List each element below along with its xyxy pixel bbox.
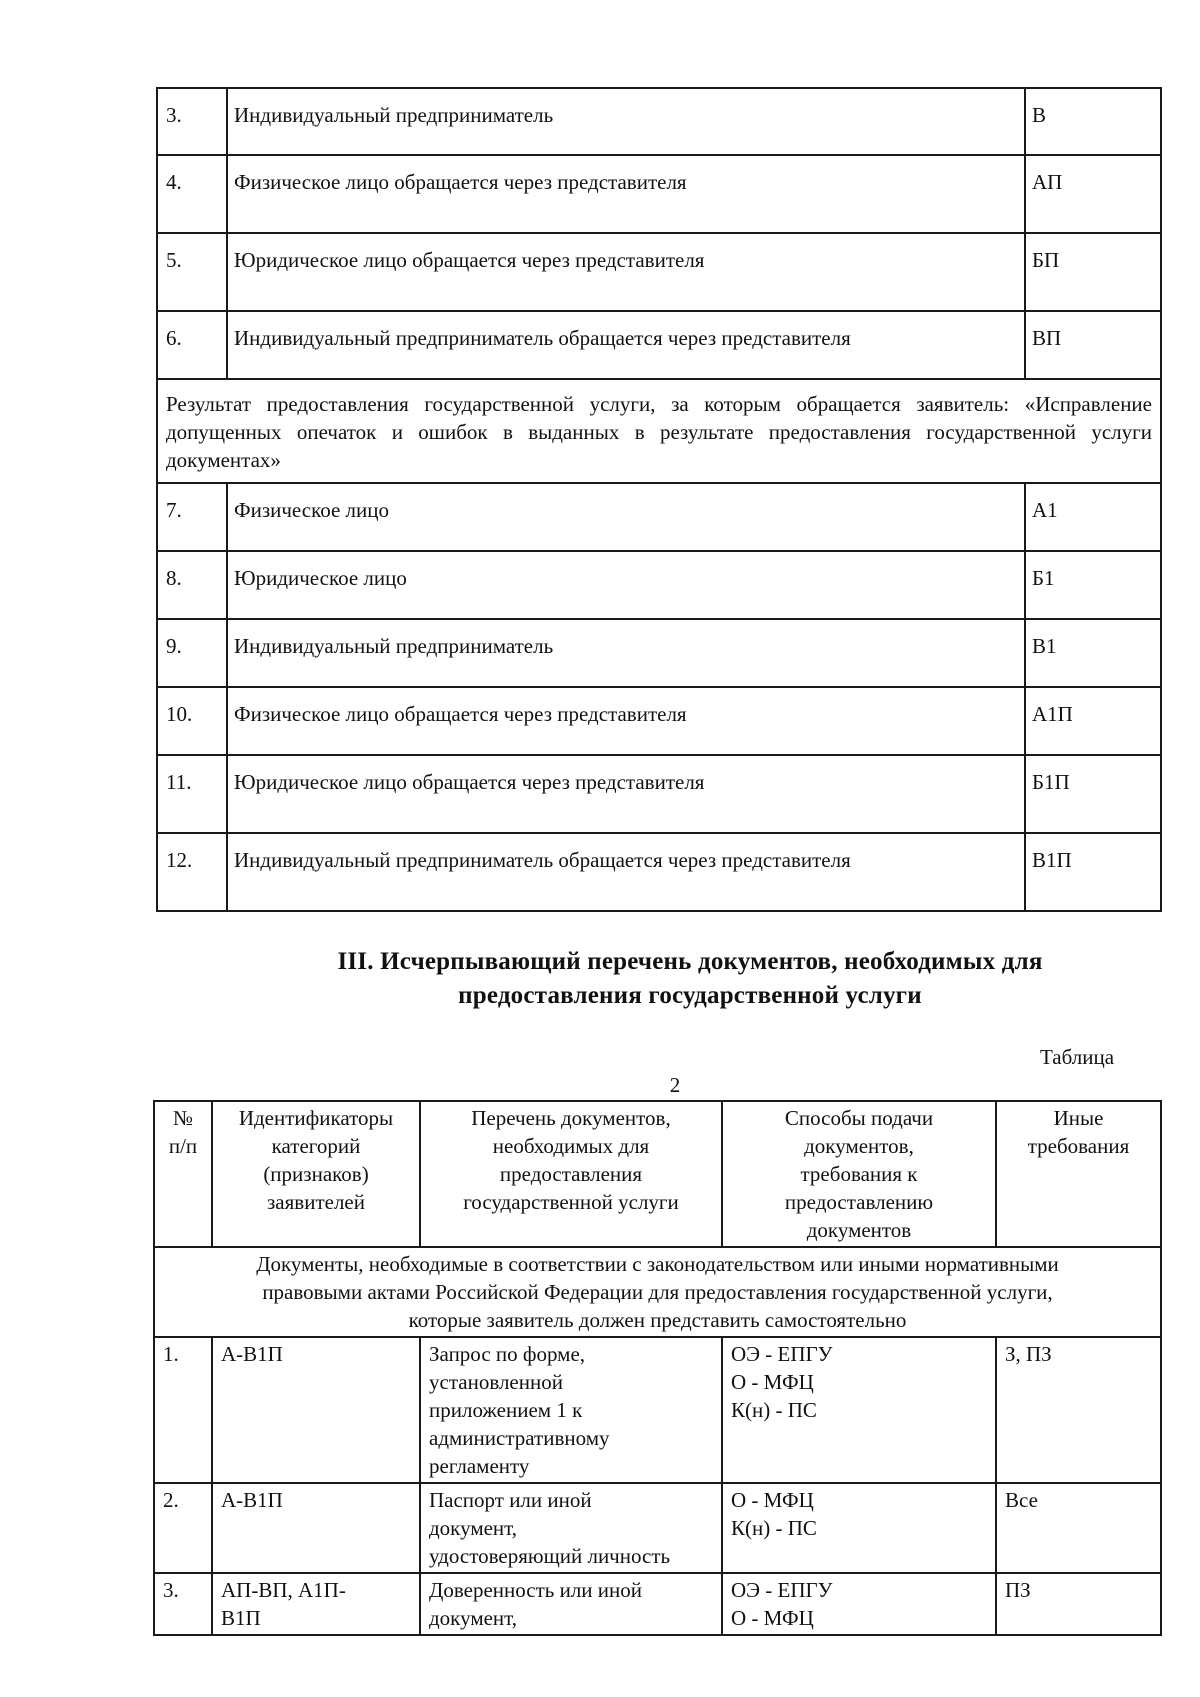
col-header-methods: Способы подачи документов, требования к предоставлению документов — [722, 1101, 996, 1247]
row-number: 8. — [157, 551, 227, 619]
row-description: Индивидуальный предприниматель — [227, 88, 1025, 155]
row-category: Б1 — [1025, 551, 1161, 619]
col-header-number: № п/п — [154, 1101, 212, 1247]
col-header-documents: Перечень документов, необходимых для предоставления государственной услуги — [420, 1101, 722, 1247]
row-number: 7. — [157, 483, 227, 551]
table-row — [157, 155, 1161, 233]
row-other: Все — [996, 1483, 1161, 1573]
row-categories: А-В1П — [212, 1337, 420, 1483]
row-description: Юридическое лицо — [227, 551, 1025, 619]
documents-table — [153, 1100, 1162, 1636]
table-row — [157, 619, 1161, 687]
row-category: АП — [1025, 155, 1161, 233]
table-row — [157, 233, 1161, 311]
row-category: Б1П — [1025, 755, 1161, 833]
table-row — [157, 311, 1161, 379]
row-category: БП — [1025, 233, 1161, 311]
heading-line: предоставления государственной услуги — [458, 982, 922, 1009]
row-number: 6. — [157, 311, 227, 379]
row-other: ПЗ — [996, 1573, 1161, 1635]
row-number: 9. — [157, 619, 227, 687]
row-description: Юридическое лицо обращается через представителя — [227, 755, 1025, 833]
table-row — [154, 1337, 1161, 1483]
section-row — [154, 1247, 1161, 1337]
row-description: Физическое лицо обращается через представителя — [227, 687, 1025, 755]
documents-section-text: Документы, необходимые в соответствии с законодательством или иными нормативными правовыми актами Российской Федерации для предоставления государственной услуги, которые заявитель должен представить самостоятельно — [154, 1247, 1161, 1337]
table-caption: Таблица — [1040, 1045, 1115, 1069]
row-category: В1П — [1025, 833, 1161, 911]
row-description: Индивидуальный предприниматель обращается через представителя — [227, 833, 1025, 911]
row-category: А1 — [1025, 483, 1161, 551]
row-description: Индивидуальный предприниматель обращается через представителя — [227, 311, 1025, 379]
table-row — [157, 483, 1161, 551]
row-other: З, ПЗ — [996, 1337, 1161, 1483]
row-description: Индивидуальный предприниматель — [227, 619, 1025, 687]
row-category: В — [1025, 88, 1161, 155]
row-number: 3. — [154, 1573, 212, 1635]
result-section-text: Результат предоставления государственной услуги, за которым обращается заявитель: «Исправление допущенных опечаток и ошибок в выданных в результате предоставления государственной услуги документах» — [157, 379, 1161, 483]
row-documents: Доверенность или иной документ, — [420, 1573, 722, 1635]
section-row — [157, 379, 1161, 483]
row-number: 1. — [154, 1337, 212, 1483]
table-row — [154, 1483, 1161, 1573]
row-methods: ОЭ - ЕПГУ О - МФЦ К(н) - ПС — [722, 1337, 996, 1483]
row-methods: О - МФЦ К(н) - ПС — [722, 1483, 996, 1573]
table-row — [157, 833, 1161, 911]
row-number: 2. — [154, 1483, 212, 1573]
row-documents: Паспорт или иной документ, удостоверяющий личность — [420, 1483, 722, 1573]
table-row — [157, 551, 1161, 619]
row-number: 4. — [157, 155, 227, 233]
heading-line: III. Исчерпывающий перечень документов, необходимых для — [337, 948, 1043, 975]
row-number: 5. — [157, 233, 227, 311]
table-number: 2 — [669, 1073, 681, 1097]
row-number: 11. — [157, 755, 227, 833]
table-row — [157, 88, 1161, 155]
row-category: В1 — [1025, 619, 1161, 687]
row-number: 12. — [157, 833, 227, 911]
row-description: Физическое лицо обращается через представителя — [227, 155, 1025, 233]
table-row — [154, 1573, 1161, 1635]
applicant-categories-table — [156, 87, 1162, 912]
row-categories: АП-ВП, А1П- В1П — [212, 1573, 420, 1635]
row-description: Физическое лицо — [227, 483, 1025, 551]
row-category: А1П — [1025, 687, 1161, 755]
row-methods: ОЭ - ЕПГУ О - МФЦ — [722, 1573, 996, 1635]
col-header-categories: Идентификаторы категорий (признаков) заявителей — [212, 1101, 420, 1247]
row-categories: А-В1П — [212, 1483, 420, 1573]
section-heading — [250, 945, 1130, 1013]
row-category: ВП — [1025, 311, 1161, 379]
row-documents: Запрос по форме, установленной приложением 1 к административному регламенту — [420, 1337, 722, 1483]
row-number: 3. — [157, 88, 227, 155]
header-row — [154, 1101, 1161, 1247]
row-description: Юридическое лицо обращается через представителя — [227, 233, 1025, 311]
table-row — [157, 755, 1161, 833]
row-number: 10. — [157, 687, 227, 755]
col-header-other: Иные требования — [996, 1101, 1161, 1247]
table-row — [157, 687, 1161, 755]
